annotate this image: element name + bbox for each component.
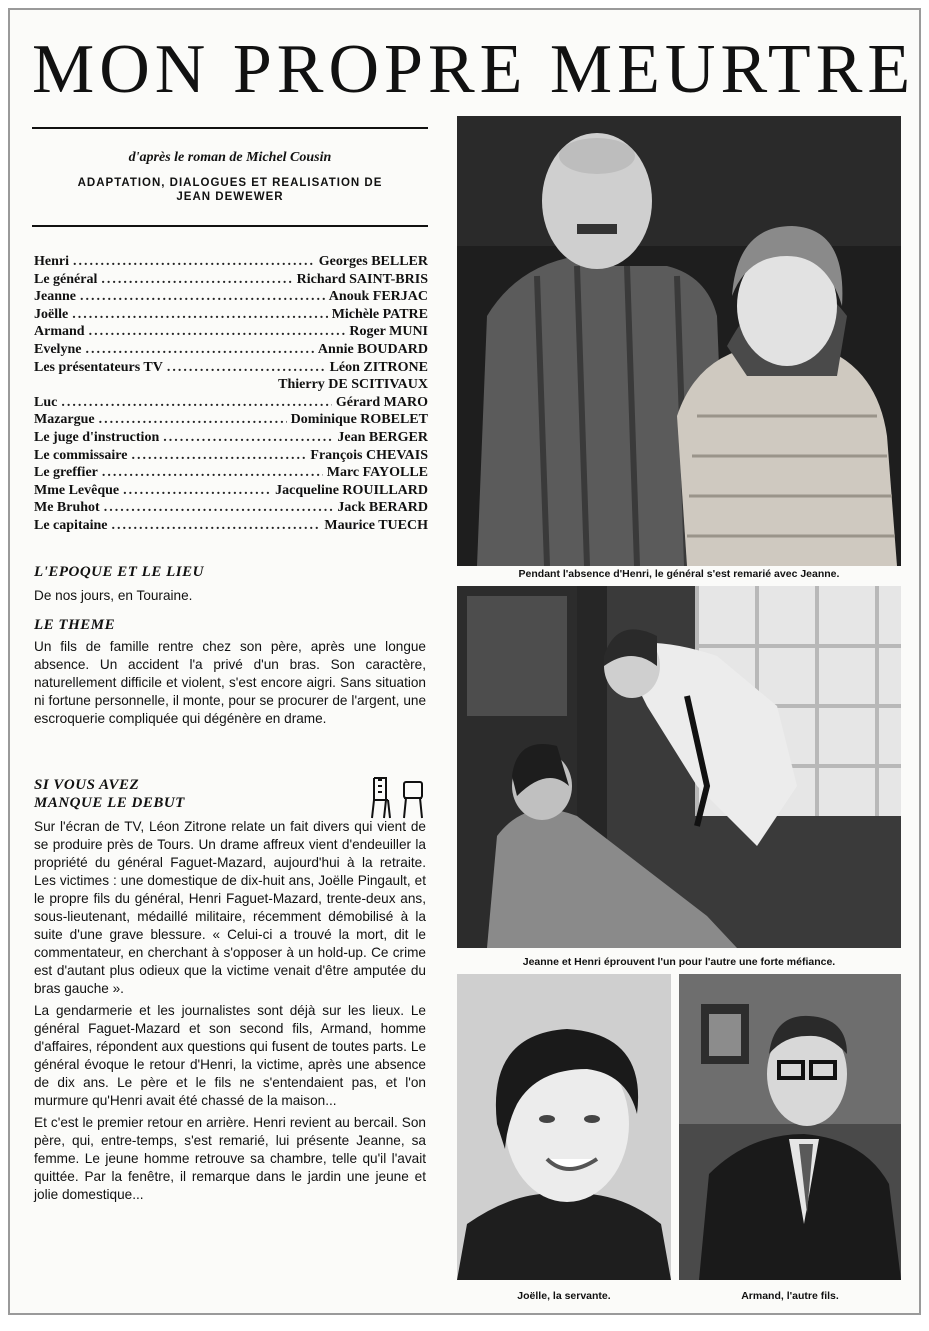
cast-row [34, 429, 428, 447]
epoque-section [34, 563, 426, 605]
magazine-page [8, 8, 921, 1315]
cast-leader-dots [101, 271, 292, 289]
cast-leader-dots [85, 341, 313, 359]
debut-paragraph-1: Sur l'écran de TV, Léon Zitrone relate un fait divers qui vient de se produire près de Tours. Un drame affreux vient d'endeuiller la propriété du général Faguet-Mazard, aujourd'hui à la retraite. Les victimes : une domestique de dix-huit ans, Joëlle Pingault, et le propre fils du général, Henri Faguet-Mazard, trente-deux ans, sous-lieutenant, médaillé militaire, récemment démobilisé à la suite d'une grave blessure. « Celui-ci a trouvé la mort, dit le commentateur, en cherchant à s'opposer à un hold-up. Ce crime est d'autant plus odieux que la victime venait d'être amputée du bras gauche ». [34, 819, 426, 996]
cast-row [34, 253, 428, 271]
cast-actor: Roger MUNI [349, 324, 428, 340]
cast-actor: Marc FAYOLLE [326, 465, 428, 481]
cast-row [34, 341, 428, 359]
cast-actor: Dominique ROBELET [290, 412, 428, 428]
photo-general-jeanne [457, 116, 901, 566]
cast-row [34, 323, 428, 341]
cast-leader-dots [102, 464, 323, 482]
cast-list [34, 253, 428, 535]
cast-row [34, 394, 428, 412]
debut-heading-line1: SI VOUS AVEZ [34, 777, 140, 793]
debut-paragraph-2: La gendarmerie et les journalistes sont déjà sur les lieux. Le général Faguet-Mazard et son second fils, Armand, homme d'affaires, répondent aux questions qui fusent de toutes parts. Le général évoque le retour d'Henri, la victime, après une absence de dix ans. Le père et le fils ne s'entendaient pas, et l'on murmure qu'Henri avait été chassé de la maison... [34, 1003, 426, 1108]
cast-leader-dots [112, 517, 321, 535]
epoque-heading: L'EPOQUE ET LE LIEU [34, 564, 204, 580]
cast-leader-dots [89, 323, 346, 341]
cast-row [34, 306, 428, 324]
cast-role: Jeanne [34, 289, 76, 305]
debut-heading-line2: MANQUE LE DEBUT [34, 795, 185, 811]
theme-heading: LE THEME [34, 617, 116, 633]
cast-leader-dots [80, 288, 325, 306]
cast-actor: Jean BERGER [337, 429, 428, 445]
theme-section [34, 616, 426, 728]
photo-jeanne-henri-image [457, 586, 901, 948]
cast-actor: Michèle PATRE [331, 306, 428, 322]
cast-actor: Thierry DE SCITIVAUX [278, 377, 428, 393]
cast-role: Armand [34, 324, 85, 340]
cast-role: Le greffier [34, 465, 98, 481]
cast-row [34, 447, 428, 465]
adaptation-credit-line2: JEAN DEWEWER [176, 191, 284, 203]
cast-role: Mazargue [34, 412, 95, 428]
cast-actor: Annie BOUDARD [317, 341, 428, 357]
cast-row [34, 464, 428, 482]
cast-role: Le juge d'instruction [34, 429, 160, 445]
cast-actor: Jacqueline ROUILLARD [275, 482, 428, 498]
cast-role: Le capitaine [34, 517, 108, 533]
photo-jeanne-henri-caption: Jeanne et Henri éprouvent l'un pour l'autre une forte méfiance. [522, 956, 836, 968]
cast-role: Mme Levêque [34, 482, 120, 498]
cast-row [34, 359, 428, 377]
theme-text: Un fils de famille rentre chez son père, après une longue absence. Un accident l'a privé d'un bras. Son caractère, naturellement difficile et violent, s'est encore aigri. Sans situation ni fortune personnelle, il monte, pour se procurer de l'argent, une escroquerie compliquée qui dégénère en drame. [34, 639, 426, 726]
cast-actor: Anouk FERJAC [328, 289, 428, 305]
debut-paragraph-3: Et c'est le premier retour en arrière. Henri revient au bercail. Son père, qui, entre-temps, s'est remarié, lui présente Jeanne, sa femme. Le jeune homme retrouve sa chambre, telle qu'il l'avait quittée. Par la fenêtre, il remarque dans le jardin une jeune et jolie domestique... [34, 1115, 426, 1202]
cast-leader-dots [131, 447, 306, 465]
cast-row [34, 482, 428, 500]
photo-general-jeanne-image [457, 116, 901, 566]
cast-actor: François CHEVAIS [310, 447, 428, 463]
cast-row [34, 376, 428, 394]
cast-role: Joëlle [34, 306, 69, 322]
cast-leader-dots [163, 429, 333, 447]
cast-leader-dots [61, 394, 332, 412]
cast-role: Les présentateurs TV [34, 359, 163, 375]
cast-actor: Maurice TUECH [324, 517, 428, 533]
credits-block [34, 128, 426, 204]
cast-actor: Gérard MARO [335, 394, 428, 410]
debut-section [34, 776, 426, 1204]
cast-leader-dots [123, 482, 271, 500]
cast-row [34, 288, 428, 306]
cast-role: Luc [34, 394, 58, 410]
credits-rule [32, 225, 428, 227]
cast-actor: Léon ZITRONE [329, 359, 428, 375]
cast-row [34, 271, 428, 289]
cast-row [34, 499, 428, 517]
photo-armand [679, 974, 901, 1280]
photo-joelle-caption: Joëlle, la servante. [517, 1290, 611, 1302]
cast-role: Le commissaire [34, 447, 128, 463]
cast-row [34, 517, 428, 535]
epoque-text: De nos jours, en Touraine. [34, 588, 193, 603]
cast-leader-dots [104, 499, 334, 517]
photo-armand-caption: Armand, l'autre fils. [741, 1290, 839, 1302]
photo-joelle [457, 974, 671, 1280]
chairs-icon [368, 774, 428, 820]
cast-leader-dots [72, 306, 327, 324]
cast-leader-dots [99, 411, 287, 429]
page-title: MON PROPRE MEURTRE [32, 31, 916, 108]
novel-credit: d'après le roman de Michel Cousin [128, 150, 332, 165]
photo-joelle-image [457, 974, 671, 1280]
cast-actor: Richard SAINT-BRIS [296, 271, 428, 287]
cast-leader-dots [167, 359, 326, 377]
cast-role: Le général [34, 271, 98, 287]
cast-leader-dots [73, 253, 315, 271]
cast-role: Me Bruhot [34, 500, 100, 516]
cast-actor: Jack BERARD [337, 500, 428, 516]
cast-role: Evelyne [34, 341, 82, 357]
photo-general-jeanne-caption: Pendant l'absence d'Henri, le général s'est remarié avec Jeanne. [518, 568, 840, 580]
cast-row [34, 411, 428, 429]
photo-jeanne-henri [457, 586, 901, 948]
cast-actor: Georges BELLER [318, 254, 428, 269]
cast-role: Henri [34, 254, 69, 269]
adaptation-credit-line1: ADAPTATION, DIALOGUES ET REALISATION DE [77, 177, 383, 189]
photo-armand-image [679, 974, 901, 1280]
